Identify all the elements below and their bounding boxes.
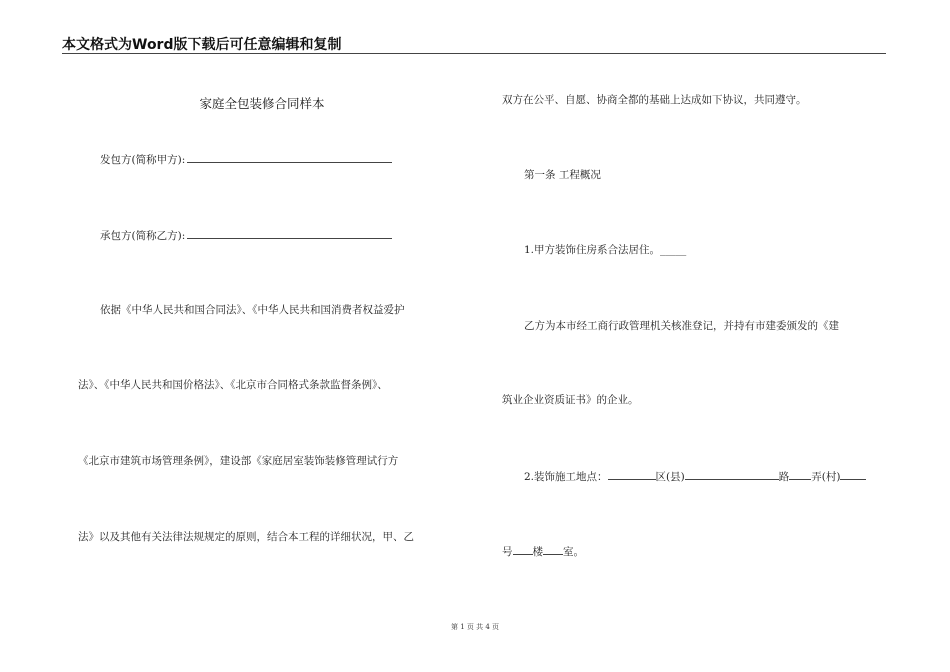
party-a-label: 发包方(简称甲方): bbox=[100, 154, 186, 166]
party-a-blank bbox=[187, 152, 392, 163]
article-title: 第一条 工程概况 bbox=[524, 169, 601, 181]
road-blank bbox=[685, 469, 779, 480]
room-suffix: 室。 bbox=[563, 546, 584, 558]
qualification-line: 乙方为本市经工商行政管理机关核准登记，并持有市建委颁发的《建 bbox=[524, 320, 839, 332]
paragraph-line: 《北京市建筑市场管理条例》，建设部《家庭居室装饰装修管理试行方 bbox=[78, 455, 399, 467]
road-suffix: 路 bbox=[778, 471, 790, 483]
paragraph-line: 依据《中华人民共和国合同法》、《中华人民共和国消费者权益爱护 bbox=[100, 304, 405, 316]
continuation-line: 双方在公平、自愿、协商全都的基础上达成如下协议，共同遵守。 bbox=[502, 94, 807, 106]
qualification-line: 筑业企业资质证书》的企业。 bbox=[502, 394, 639, 406]
header-divider bbox=[62, 53, 886, 54]
item-1-text: 1.甲方装饰住房系合法居住。 bbox=[524, 244, 661, 256]
building-suffix: 楼 bbox=[532, 546, 543, 558]
page-footer: 第 1 页 共 4 页 bbox=[450, 623, 500, 631]
district-suffix: 区(县) bbox=[655, 471, 685, 483]
building-blank bbox=[513, 544, 533, 555]
district-blank bbox=[608, 469, 656, 480]
party-b-label: 承包方(简称乙方): bbox=[100, 230, 186, 242]
lane-blank bbox=[789, 469, 811, 480]
party-b-line bbox=[100, 228, 392, 243]
village-blank bbox=[840, 469, 866, 480]
room-blank bbox=[543, 544, 563, 555]
document-title: 家庭全包装修合同样本 bbox=[199, 96, 325, 111]
lane-suffix: 弄(村) bbox=[811, 471, 841, 483]
address-label: 2.装饰施工地点： bbox=[524, 471, 608, 483]
number-suffix: 号 bbox=[502, 546, 513, 558]
item-1-line bbox=[524, 243, 686, 257]
address-line-2 bbox=[502, 544, 584, 559]
paragraph-line: 法》以及其他有关法律法规规定的原则，结合本工程的详细状况，甲、乙 bbox=[78, 531, 414, 543]
paragraph-line: 法》、《中华人民共和国价格法》、《北京市合同格式条款监督条例》、 bbox=[78, 379, 388, 391]
address-line bbox=[524, 469, 866, 484]
item-1-blank: _____ bbox=[660, 244, 687, 256]
party-b-blank bbox=[187, 228, 392, 239]
header-title: 本文格式为Word版下载后可任意编辑和复制 bbox=[62, 37, 342, 53]
party-a-line bbox=[100, 152, 392, 167]
